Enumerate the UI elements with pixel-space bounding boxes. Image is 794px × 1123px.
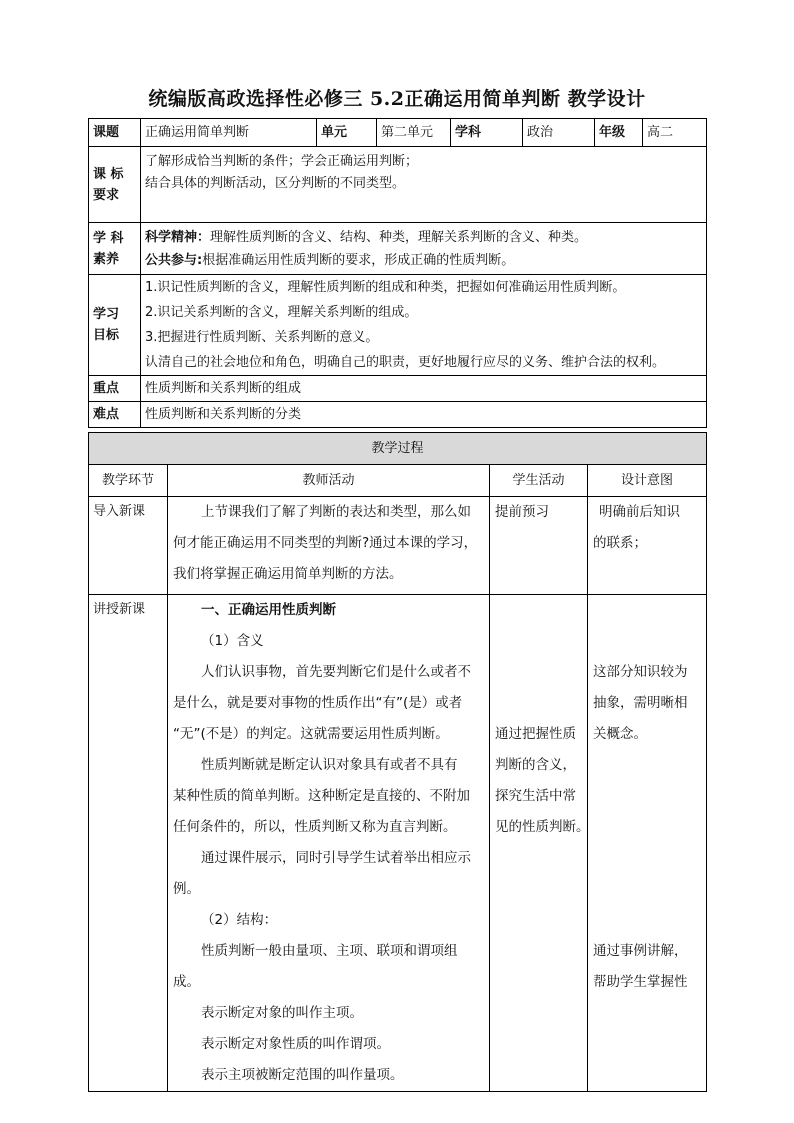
column-header: 教师活动 [168,465,490,497]
literacy-item1-title: 科学精神： [145,229,211,245]
column-header: 设计意图 [588,465,707,497]
course-info-table [88,118,707,428]
goals-label: 学习 目标 [89,275,141,376]
standard-label: 课 标 要求 [89,147,141,223]
key-point-value: 性质判断和关系判断的组成 [141,376,707,402]
grade-value: 高二 [643,119,707,147]
difficulty-label: 难点 [89,402,141,428]
literacy-item2-title: 公共参与: [145,252,203,268]
teacher-line: 何才能正确运用不同类型的判断?通过本课的学习， [173,535,478,551]
goals-content [141,275,707,376]
column-header: 学生活动 [490,465,588,497]
design-intent-lesson: 这部分知识较为 抽象，需明晰相 关概念。 通过事例讲解， 帮助学生掌握性 [588,595,707,1092]
course-label: 课题 [89,119,141,147]
literacy-content [141,223,707,275]
course-value: 正确运用简单判断 [141,119,317,147]
unit-value: 第二单元 [377,119,451,147]
key-point-label: 重点 [89,376,141,402]
teaching-process-table [88,432,707,1092]
design-intent-intro: 明确前后知识 的联系； [588,497,707,595]
goal-line: 认清自己的社会地位和角色，明确自己的职责，更好地履行应尽的义务、维护合法的权利。 [145,355,666,370]
subject-label: 学科 [451,119,523,147]
goal-line: 3.把握进行性质判断、关系判断的意义。 [145,330,379,345]
goal-line: 2.识记关系判断的含义，理解关系判断的组成。 [145,305,418,320]
standard-line: 了解形成恰当判断的条件；学会正确运用判断； [145,154,419,169]
teacher-line: 我们将掌握正确运用简单判断的方法。 [173,566,403,582]
literacy-item2-text: 根据准确运用性质判断的要求，形成正确的性质判断。 [202,252,515,268]
process-header: 教学过程 [89,433,707,465]
stage-new-lesson: 讲授新课 [89,595,168,1092]
grade-label: 年级 [595,119,643,147]
literacy-label: 学 科 素养 [89,223,141,275]
section-heading: 一、正确运用性质判断 [201,602,336,618]
stage-intro: 导入新课 [89,497,168,595]
goal-line: 1.识记性质判断的含义，理解性质判断的组成和种类，把握如何准确运用性质判断。 [145,280,626,295]
standard-content [141,147,707,223]
subject-value: 政治 [523,119,595,147]
student-activity-lesson: 通过把握性质 判断的含义， 探究生活中常 见的性质判断。 [490,595,588,1092]
literacy-item1-text: 理解性质判断的含义、结构、种类，理解关系判断的含义、种类。 [210,229,588,245]
teacher-line: 上节课我们了解了判断的表达和类型，那么如 [201,504,471,520]
teacher-activity-intro [168,497,490,595]
student-activity-intro: 提前预习 [490,497,588,595]
unit-label: 单元 [317,119,377,147]
page-title: 统编版高政选择性必修三 5.2正确运用简单判断 教学设计 [148,88,646,110]
column-header: 教学环节 [89,465,168,497]
teacher-activity-lesson: 一、正确运用性质判断 （1）含义 人们认识事物，首先要判断它们是什么或者不 是什么，就是要对事物的性质作出“有”(是）或者 “无”(不是）的判定。这就需要运用性质判断。 性质判断就是断定认识对象具有或者不具有 某种性质的简单判断。这种断定是直接的、不附加 任何条件的，所以，性质判断又称为直言判断。 通过课件展示，同时引导学生试着举出相应示 例。 （2）结构： 性质判断一般由量项、主项、联项和谓项组成。 表示断定对象的叫作主项。 表示断定对象性质的叫作谓项。 表示主项被断定范围的叫作量项。 [168,595,490,1092]
standard-line: 结合具体的判断活动，区分判断的不同类型。 [145,176,406,191]
difficulty-value: 性质判断和关系判断的分类 [141,402,707,428]
